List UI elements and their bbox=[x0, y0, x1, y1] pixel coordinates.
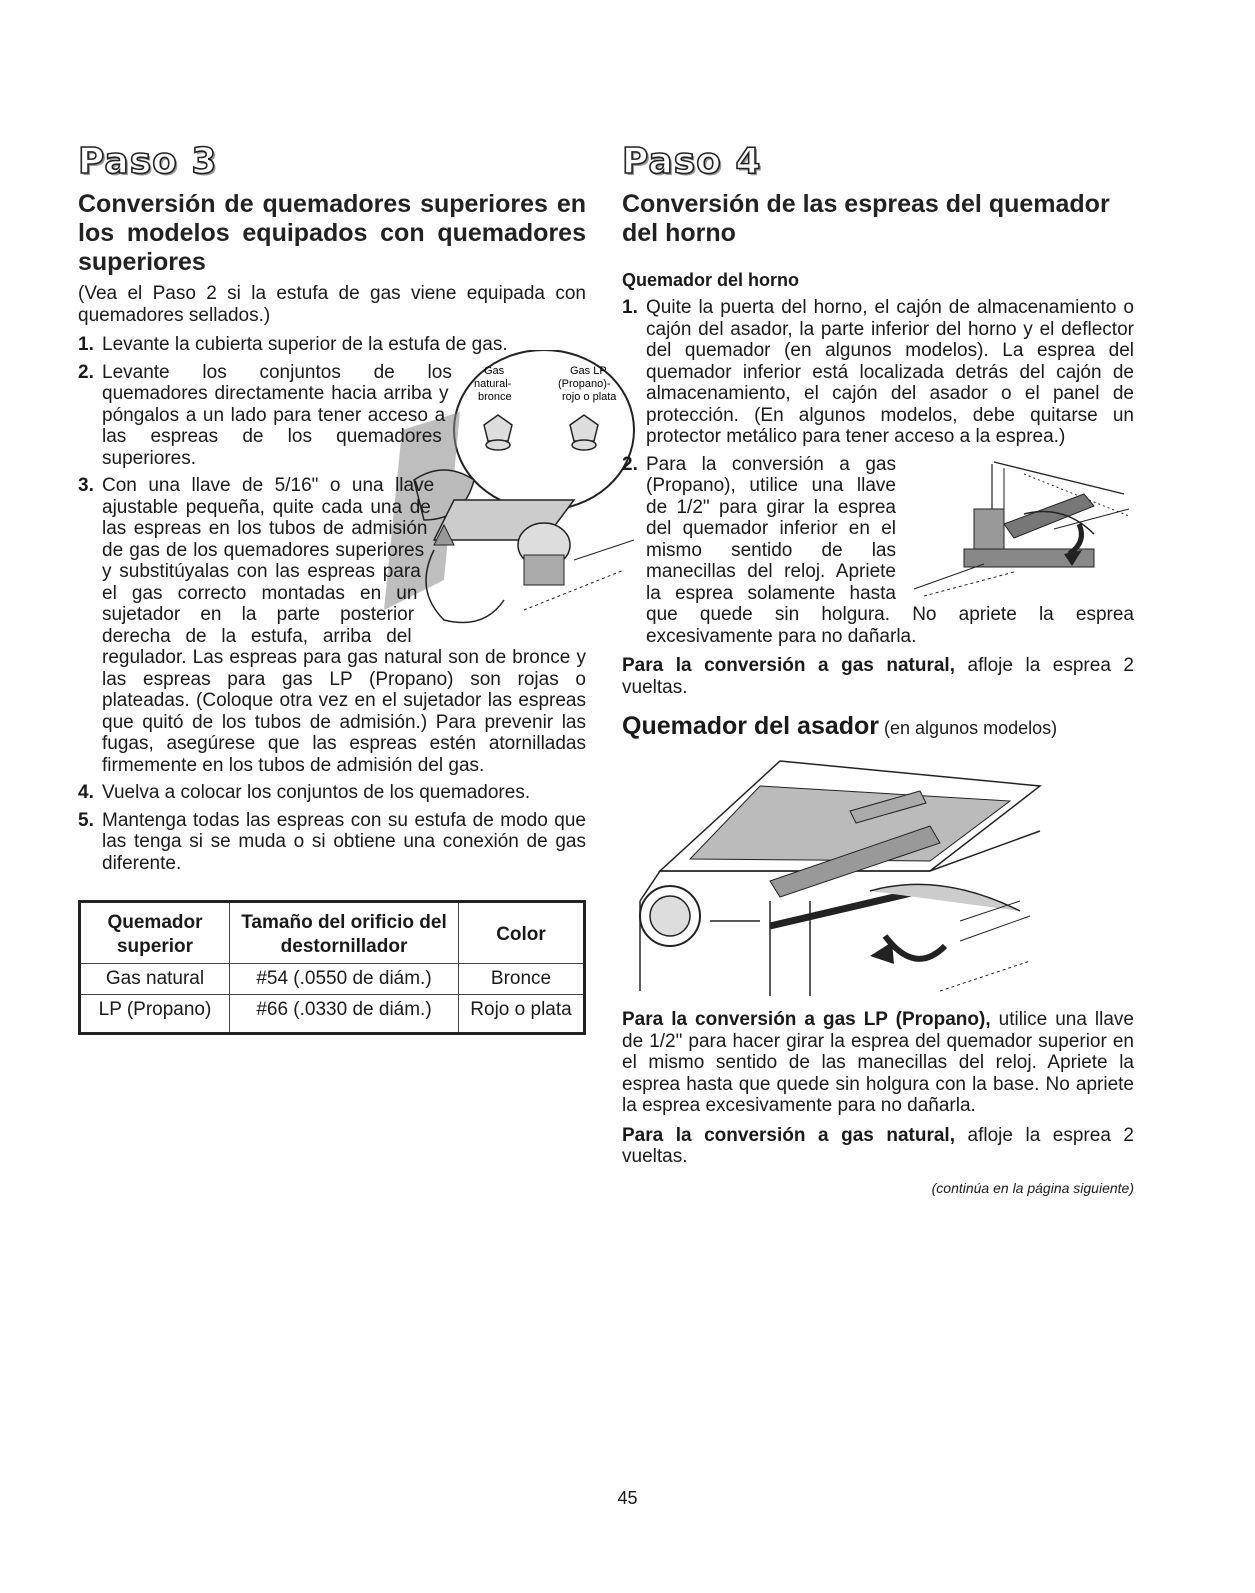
table-header: Color bbox=[459, 902, 585, 964]
list-item bbox=[78, 362, 586, 470]
item-text: Con una llave de 5/16" o una llave ajustable pequeña, quite cada una de las espreas en los tubos de admisión de gas de los quemadores superiores y substitúyalas con las espreas para el gas correcto montadas en un sujetador en la parte posterior derecha de la estufa, arriba del regulador. Las espreas para gas natural son de bronce y las espreas para gas LP (Propano) son rojas o plateadas. (Coloque otra vez en el sujetador las espreas que quitó de los tubos de admisión.) Para prevenir las fugas, asegúrese que las espreas estén atornilladas firmemente en los tubos de admisión del gas. bbox=[102, 475, 586, 776]
step-3-title: Paso 3 bbox=[78, 141, 218, 182]
item-text: Para la conversión a gas (Propano), utilice una llave de 1/2" para girar la esprea del quemador inferior en el mismo sentido de las manecillas del reloj. Apriete la esprea solamente hasta que quede sin holgura. No apriete la esprea excesivamente para no dañarla. bbox=[646, 453, 1134, 647]
lp-label-3: rojo o plata bbox=[562, 390, 617, 403]
natural-label-2: natural- bbox=[474, 377, 512, 390]
table-cell: Bronce bbox=[459, 964, 585, 995]
step-4-list bbox=[622, 297, 1134, 647]
list-item bbox=[78, 475, 586, 776]
natural-gas-oven-note: Para la conversión a gas natural, afloje la esprea 2 vueltas. bbox=[622, 655, 1134, 698]
item-text: Mantenga todas las espreas con su estufa de modo que las tenga si se muda o si obtiene una conexión de gas diferente. bbox=[102, 809, 586, 874]
table-cell: Gas natural bbox=[80, 964, 230, 995]
broiler-illustration bbox=[630, 751, 1050, 1001]
lp-label-2: (Propano)- bbox=[558, 377, 611, 390]
step-4-heading: Conversión de las espreas del quemador del horno bbox=[622, 190, 1110, 247]
item-text: Vuelva a colocar los conjuntos de los quemadores. bbox=[102, 782, 531, 803]
list-item bbox=[78, 782, 586, 804]
table-cell: Rojo o plata bbox=[459, 995, 585, 1034]
item-number: 2. bbox=[622, 453, 638, 475]
oven-wrench-drawing bbox=[904, 454, 1134, 604]
table-header: Quemador superior bbox=[80, 902, 230, 964]
table-cell: #54 (.0550 de diám.) bbox=[230, 964, 459, 995]
item-number: 2. bbox=[78, 361, 94, 383]
table-cell: LP (Propano) bbox=[80, 995, 230, 1034]
step-3-intro: (Vea el Paso 2 si la estufa de gas viene equipada con quemadores sellados.) bbox=[78, 283, 586, 326]
natural-label-3: bronce bbox=[478, 390, 512, 403]
natural-label-1: Gas bbox=[484, 364, 505, 377]
list-item bbox=[78, 334, 586, 356]
item-text: Levante la cubierta superior de la estufa de gas. bbox=[102, 334, 508, 355]
oven-orifice-illustration bbox=[904, 454, 1134, 604]
table-header: Tamaño del orificio del destornillador bbox=[230, 902, 459, 964]
natural-gas-broiler-note: Para la conversión a gas natural, afloje la esprea 2 vueltas. bbox=[622, 1124, 1134, 1167]
lp-gas-broiler-note: Para la conversión a gas LP (Propano), utilice una llave de 1/2" para hacer girar la esprea del quemador superior en el mismo sentido de las manecillas del reloj. Apriete la esprea hasta que quede sin holgura con la base. No apriete la esprea excesivamente para no dañarla. bbox=[622, 1009, 1134, 1116]
oven-burner-subheading: Quemador del horno bbox=[622, 270, 800, 290]
list-item bbox=[622, 297, 1134, 448]
right-column bbox=[622, 140, 1134, 1196]
step-4-title: Paso 4 bbox=[622, 141, 762, 182]
table-row bbox=[80, 964, 585, 995]
item-number: 1. bbox=[622, 297, 638, 318]
item-number: 1. bbox=[78, 334, 94, 355]
continued-note: (continúa en la página siguiente) bbox=[931, 1179, 1134, 1196]
lp-label-1: Gas LP bbox=[570, 364, 607, 377]
item-number: 4. bbox=[78, 782, 94, 803]
list-item bbox=[78, 810, 586, 875]
left-column bbox=[78, 140, 617, 1035]
step-3-heading: Conversión de quemadores superiores en los modelos equipados con quemadores superiores bbox=[78, 190, 586, 276]
broiler-heading: Quemador del asador (en algunos modelos) bbox=[622, 712, 1058, 740]
item-number: 3. bbox=[78, 475, 94, 496]
list-item bbox=[622, 454, 1134, 648]
step-3-list bbox=[78, 334, 617, 874]
broiler-drawing bbox=[630, 751, 1050, 1001]
item-number: 5. bbox=[78, 809, 94, 831]
table-cell: #66 (.0330 de diám.) bbox=[230, 995, 459, 1034]
page-number: 45 bbox=[617, 1488, 638, 1508]
item-text: Levante los conjuntos de los quemadores directamente hacia arriba y póngalos a un lado para tener acceso a las espreas de los quemadores superiores. bbox=[102, 361, 452, 469]
item-text: Quite la puerta del horno, el cajón de almacenamiento o cajón del asador, la parte inferior del horno y el deflector del quemador (en algunos modelos). La esprea del quemador inferior está localizada detrás del cajón de almacenamiento, el cajón del asador o el panel de protección. (En algunos modelos, debe quitarse un protector metálico para tener acceso a la esprea.) bbox=[646, 297, 1134, 447]
table-row bbox=[80, 995, 585, 1034]
orifice-table bbox=[78, 900, 586, 1035]
